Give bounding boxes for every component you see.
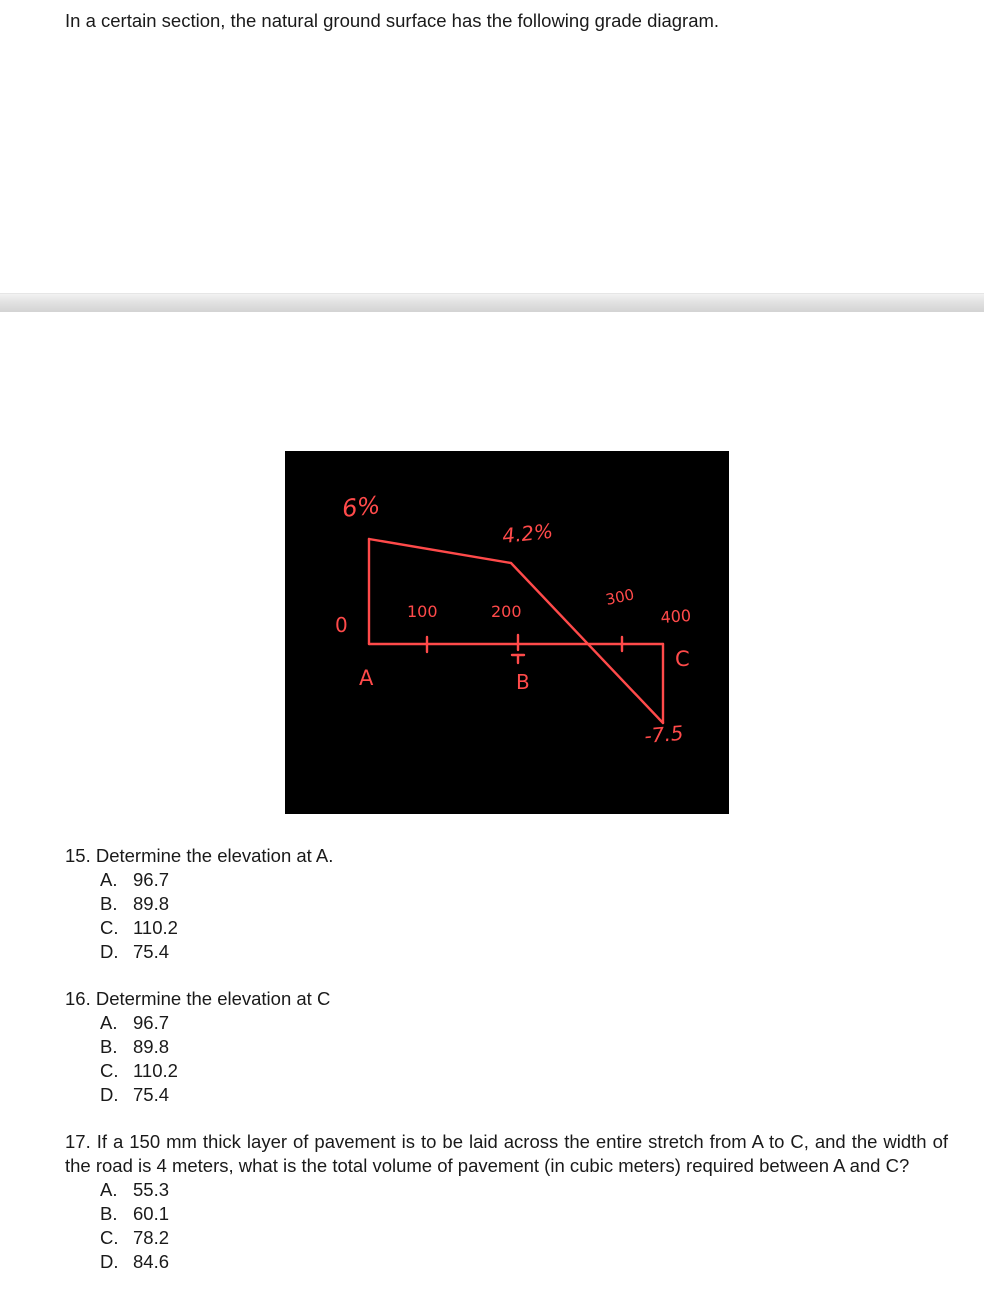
question-16 [65, 987, 330, 1107]
option-value: 55.3 [133, 1179, 170, 1200]
option-item [100, 940, 333, 964]
option-letter: C. [100, 917, 119, 938]
option-value: 75.4 [133, 941, 170, 962]
grade-label-6-percent: 6% [340, 491, 382, 523]
question-17-text: 17. If a 150 mm thick layer of pavement is to be laid across the entire stretch from A to C, and the width of the road is 4 meters, what is the total volume of pavement (in cubic meters) required between A and C? [65, 1131, 948, 1176]
option-letter: C. [100, 1060, 119, 1081]
station-label-300: 300 [604, 585, 636, 609]
option-value: 89.8 [133, 893, 170, 914]
intro-text: In a certain section, the natural ground surface has the following grade diagram. [65, 10, 720, 31]
section-divider [0, 293, 984, 312]
option-letter: D. [100, 941, 119, 962]
option-item [100, 1178, 948, 1202]
option-value: 78.2 [133, 1227, 170, 1248]
grade-diagram [285, 451, 729, 814]
question-17 [65, 1130, 948, 1274]
elevation-label-minus-7-5: -7.5 [643, 720, 685, 748]
point-label-a: A [359, 666, 374, 690]
station-label-400: 400 [659, 605, 692, 627]
option-letter: B. [100, 1203, 118, 1224]
station-label-100: 100 [407, 602, 438, 621]
label-zero: 0 [335, 613, 348, 637]
grade-line-segment-1 [369, 539, 511, 563]
option-item [100, 916, 333, 940]
option-letter: C. [100, 1227, 119, 1248]
point-label-b: B [516, 670, 530, 694]
option-letter: B. [100, 1036, 118, 1057]
question-17-options [65, 1178, 948, 1274]
grade-diagram-svg [285, 451, 729, 814]
option-letter: A. [100, 1012, 118, 1033]
question-16-options [65, 1011, 330, 1107]
option-item [100, 1250, 948, 1274]
station-label-200: 200 [491, 602, 522, 621]
option-letter: A. [100, 869, 118, 890]
option-item [100, 1226, 948, 1250]
option-value: 60.1 [133, 1203, 170, 1224]
option-value: 84.6 [133, 1251, 170, 1272]
option-value: 96.7 [133, 1012, 170, 1033]
option-letter: B. [100, 893, 118, 914]
option-letter: D. [100, 1251, 119, 1272]
grade-label-4-2-percent: 4.2% [501, 518, 555, 548]
question-15 [65, 844, 333, 964]
point-label-c: C [675, 647, 690, 671]
question-16-text: 16. Determine the elevation at C [65, 988, 331, 1009]
option-letter: D. [100, 1084, 119, 1105]
option-value: 110.2 [133, 917, 178, 938]
option-value: 96.7 [133, 869, 170, 890]
option-item [100, 1202, 948, 1226]
question-15-options [65, 868, 333, 964]
option-item [100, 1083, 330, 1107]
question-15-text: 15. Determine the elevation at A. [65, 845, 334, 866]
option-item [100, 1011, 330, 1035]
option-value: 89.8 [133, 1036, 170, 1057]
option-item [100, 1035, 330, 1059]
option-letter: A. [100, 1179, 118, 1200]
option-value: 110.2 [133, 1060, 178, 1081]
option-item [100, 1059, 330, 1083]
option-item [100, 868, 333, 892]
option-value: 75.4 [133, 1084, 170, 1105]
option-item [100, 892, 333, 916]
